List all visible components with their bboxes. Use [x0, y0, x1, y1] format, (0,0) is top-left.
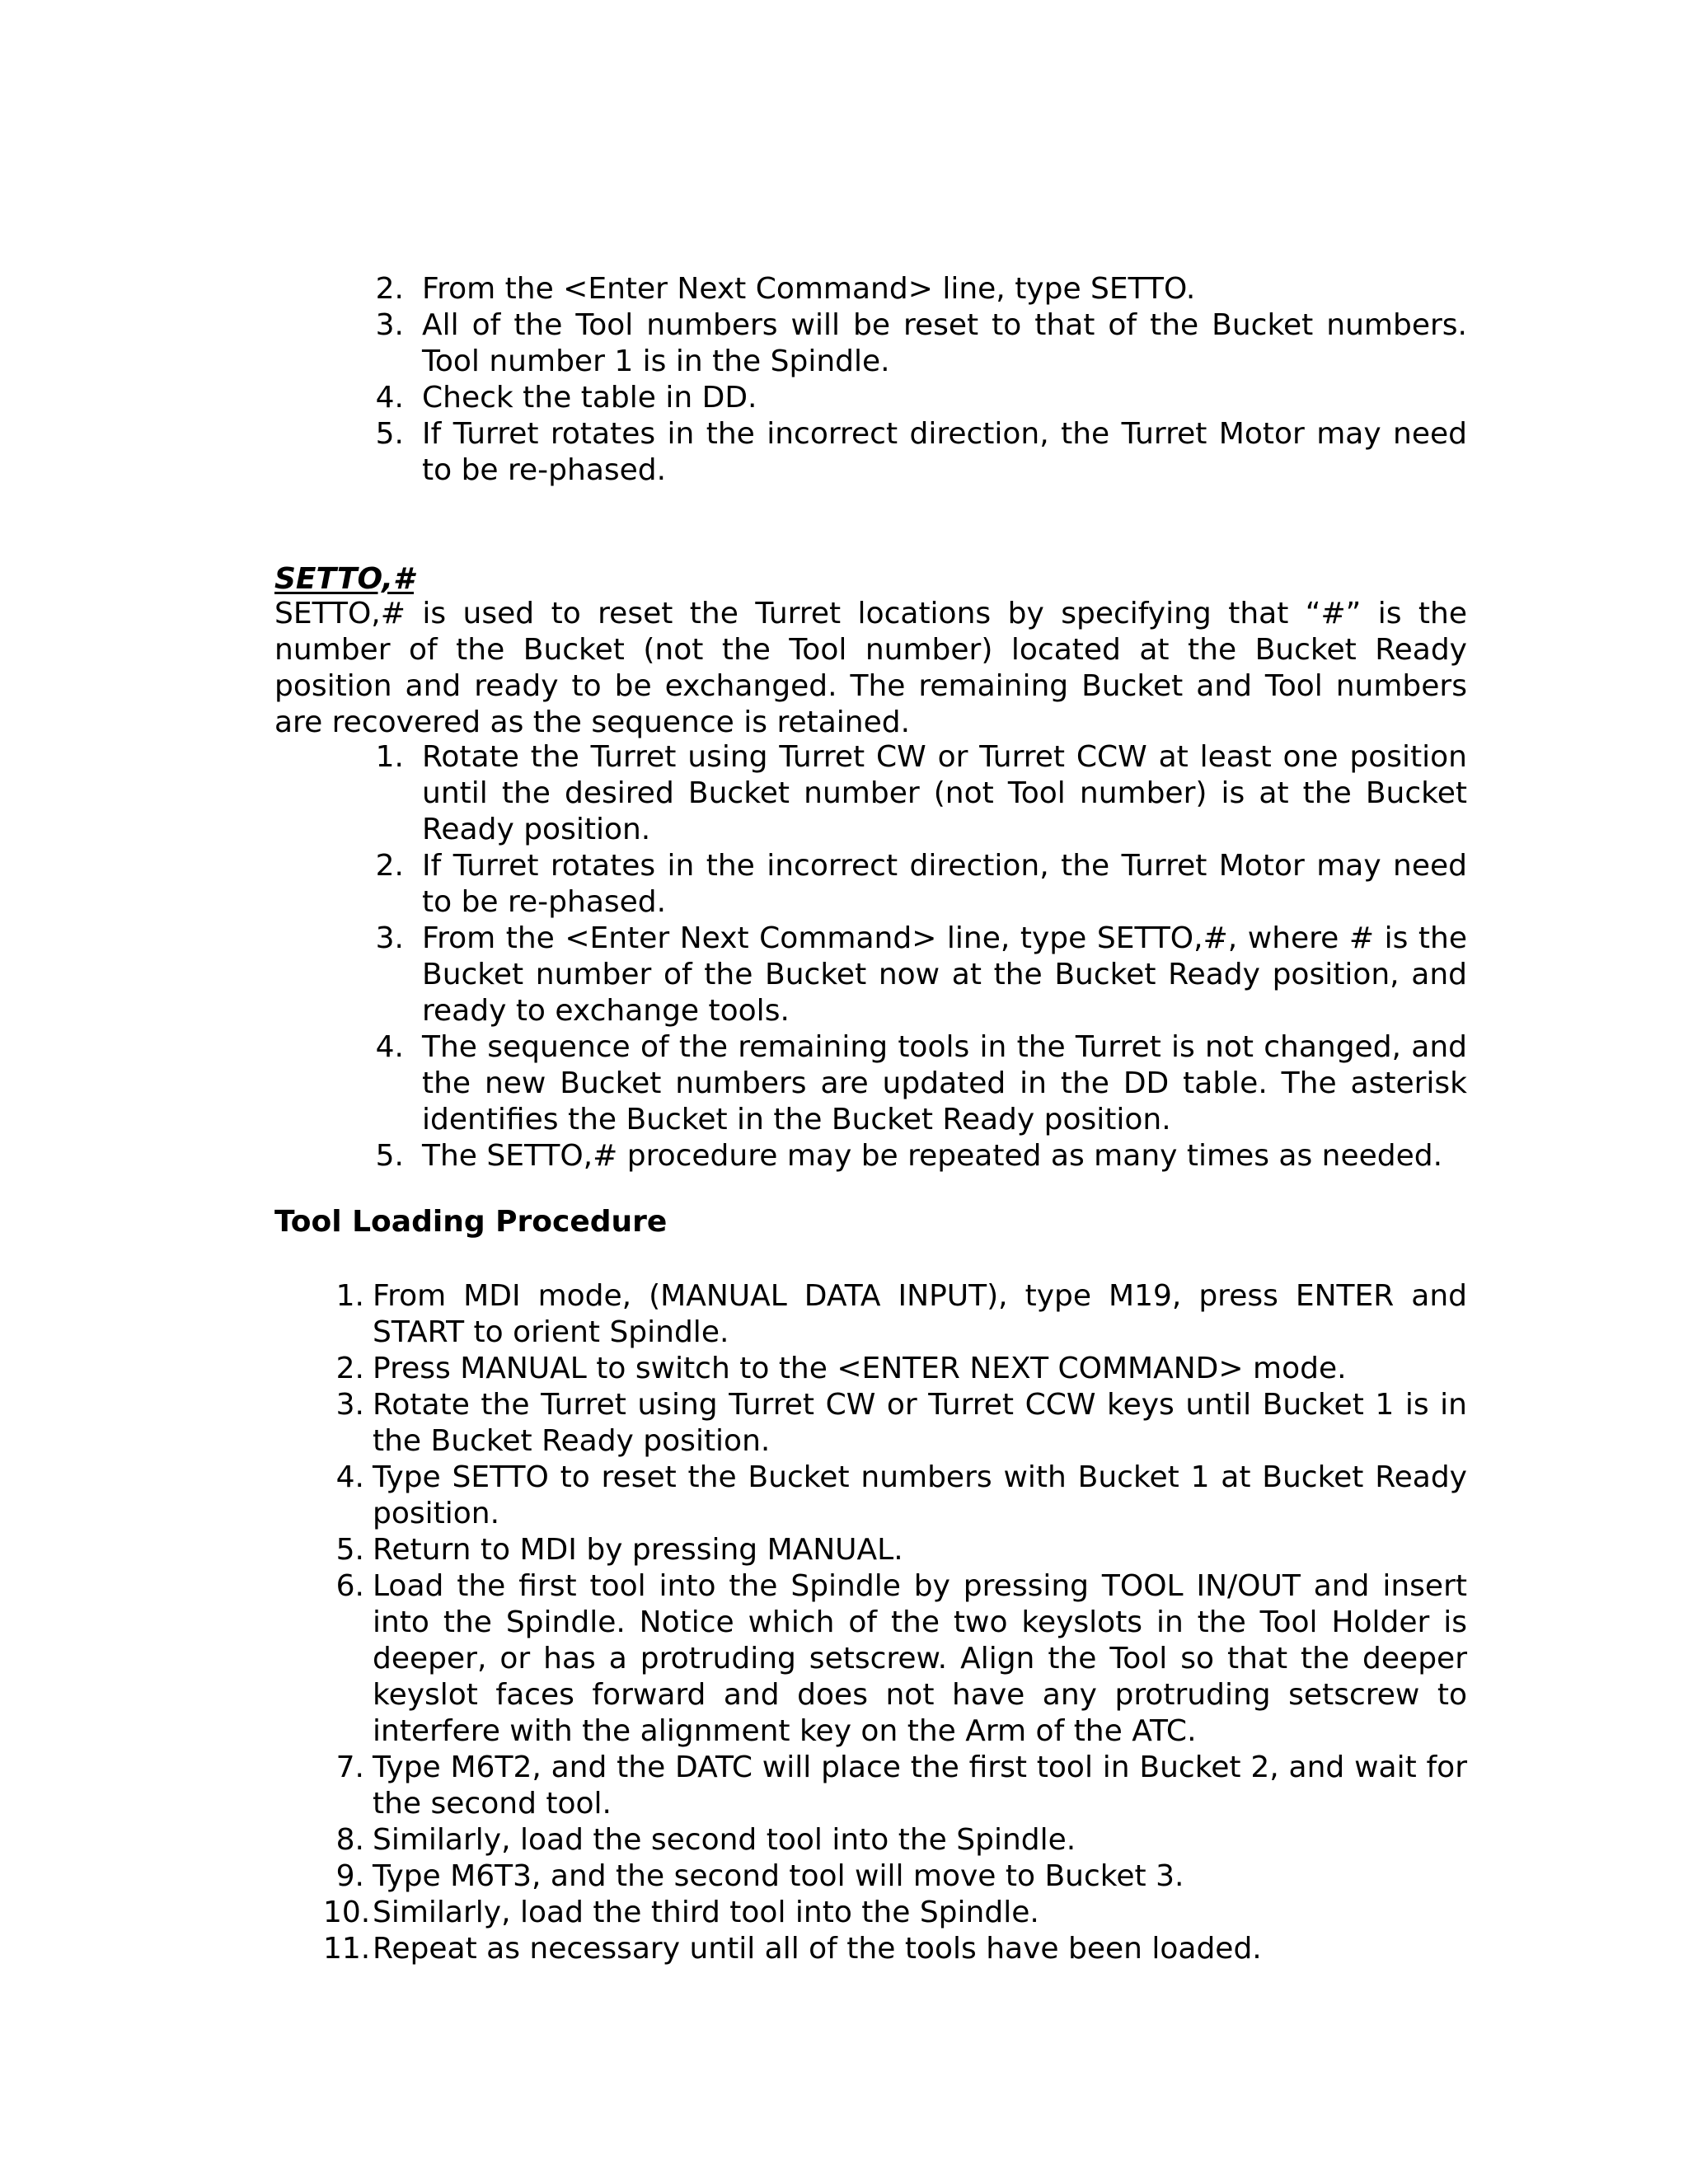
- item-number: 2.: [375, 849, 404, 883]
- item-number: 8.: [335, 1823, 364, 1857]
- setto-steps-list: [375, 271, 1467, 489]
- item-text: Similarly, load the second tool into the Spindle.: [373, 1823, 1076, 1857]
- list-item: [375, 307, 1467, 380]
- item-text: Press MANUAL to switch to the <ENTER NEXT COMMAND> mode.: [373, 1352, 1347, 1385]
- list-item: [375, 921, 1467, 1029]
- list-item: [323, 1931, 1467, 1967]
- list-item: [375, 1029, 1467, 1138]
- item-number: 5.: [375, 417, 404, 451]
- item-number: 3.: [375, 921, 404, 955]
- item-text: The sequence of the remaining tools in the Turret is not changed, and the new Bucket numbers are updated in the DD table. The asterisk identifies the Bucket in the Bucket Ready position.: [422, 1030, 1467, 1137]
- item-text: Return to MDI by pressing MANUAL.: [373, 1533, 903, 1567]
- list-item: [335, 1351, 1467, 1387]
- item-text: If Turret rotates in the incorrect direction, the Turret Motor may need to be re-phased.: [422, 417, 1467, 487]
- list-item: [375, 739, 1467, 848]
- item-number: 2.: [375, 272, 404, 306]
- tool-loading-heading: Tool Loading Procedure: [274, 1205, 668, 1239]
- item-number: 1.: [375, 740, 404, 774]
- list-item: [375, 1138, 1467, 1174]
- item-number: 1.: [335, 1279, 364, 1313]
- item-text: Rotate the Turret using Turret CW or Turret CCW keys until Bucket 1 is in the Bucket Ready position.: [373, 1388, 1467, 1458]
- setto-hash-title: SETTO,#: [274, 562, 414, 596]
- item-number: 9.: [335, 1859, 364, 1893]
- item-text: Similarly, load the third tool into the Spindle.: [373, 1896, 1039, 1929]
- item-number: 11.: [323, 1932, 371, 1966]
- item-number: 3.: [375, 308, 404, 342]
- item-text: All of the Tool numbers will be reset to that of the Bucket numbers. Tool number 1 is in the Spindle.: [422, 308, 1467, 378]
- item-text: Rotate the Turret using Turret CW or Turret CCW at least one position until the desired Bucket number (not Tool number) is at the Bucket Ready position.: [422, 740, 1467, 846]
- list-item: [335, 1460, 1467, 1532]
- list-item: [335, 1278, 1467, 1351]
- tool-loading-steps-list: [323, 1278, 1467, 1967]
- list-item: [335, 1532, 1467, 1568]
- item-text: Repeat as necessary until all of the tools have been loaded.: [373, 1932, 1262, 1966]
- setto-hash-steps-list: [375, 739, 1467, 1174]
- list-item: [375, 416, 1467, 489]
- list-item: [335, 1858, 1467, 1895]
- item-text: If Turret rotates in the incorrect direction, the Turret Motor may need to be re-phased.: [422, 849, 1467, 919]
- item-text: Type SETTO to reset the Bucket numbers with Bucket 1 at Bucket Ready position.: [373, 1460, 1467, 1530]
- item-text: From the <Enter Next Command> line, type SETTO.: [422, 272, 1196, 306]
- item-number: 4.: [375, 381, 404, 415]
- list-item: [335, 1822, 1467, 1858]
- list-item: [375, 380, 1467, 416]
- list-item: [335, 1750, 1467, 1822]
- item-text: From MDI mode, (MANUAL DATA INPUT), type M19, press ENTER and START to orient Spindle.: [373, 1279, 1467, 1349]
- item-text: Check the table in DD.: [422, 381, 757, 415]
- item-number: 10.: [323, 1896, 371, 1929]
- item-number: 6.: [335, 1569, 364, 1603]
- list-item: [335, 1568, 1467, 1750]
- item-text: Type M6T2, and the DATC will place the first tool in Bucket 2, and wait for the second tool.: [373, 1750, 1467, 1821]
- item-text: From the <Enter Next Command> line, type SETTO,#, where # is the Bucket number of the Bucket now at the Bucket Ready position, and ready to exchange tools.: [422, 921, 1467, 1028]
- item-number: 2.: [335, 1352, 364, 1385]
- item-text: Type M6T3, and the second tool will move to Bucket 3.: [373, 1859, 1184, 1893]
- setto-hash-description: SETTO,# is used to reset the Turret locations by specifying that “#” is the number of the Bucket (not the Tool number) located at the Bucket Ready position and ready to be exchanged. The remaining Bucket and Tool numbers are recovered as the sequence is retained.: [274, 597, 1467, 739]
- item-text: The SETTO,# procedure may be repeated as many times as needed.: [422, 1139, 1443, 1173]
- item-number: 4.: [375, 1030, 404, 1064]
- list-item: [335, 1387, 1467, 1460]
- item-text: Load the first tool into the Spindle by pressing TOOL IN/OUT and insert into the Spindle. Notice which of the two keyslots in the Tool Holder is deeper, or has a protruding setscrew. Align the Tool so that the deeper keyslot faces forward and does not have any protruding setscrew to interfere with the alignment key on the Arm of the ATC.: [373, 1569, 1467, 1748]
- item-number: 4.: [335, 1460, 364, 1494]
- list-item: [375, 271, 1467, 307]
- item-number: 5.: [335, 1533, 364, 1567]
- list-item: [323, 1895, 1467, 1931]
- item-number: 5.: [375, 1139, 404, 1173]
- item-number: 3.: [335, 1388, 364, 1422]
- list-item: [375, 848, 1467, 921]
- item-number: 7.: [335, 1750, 364, 1784]
